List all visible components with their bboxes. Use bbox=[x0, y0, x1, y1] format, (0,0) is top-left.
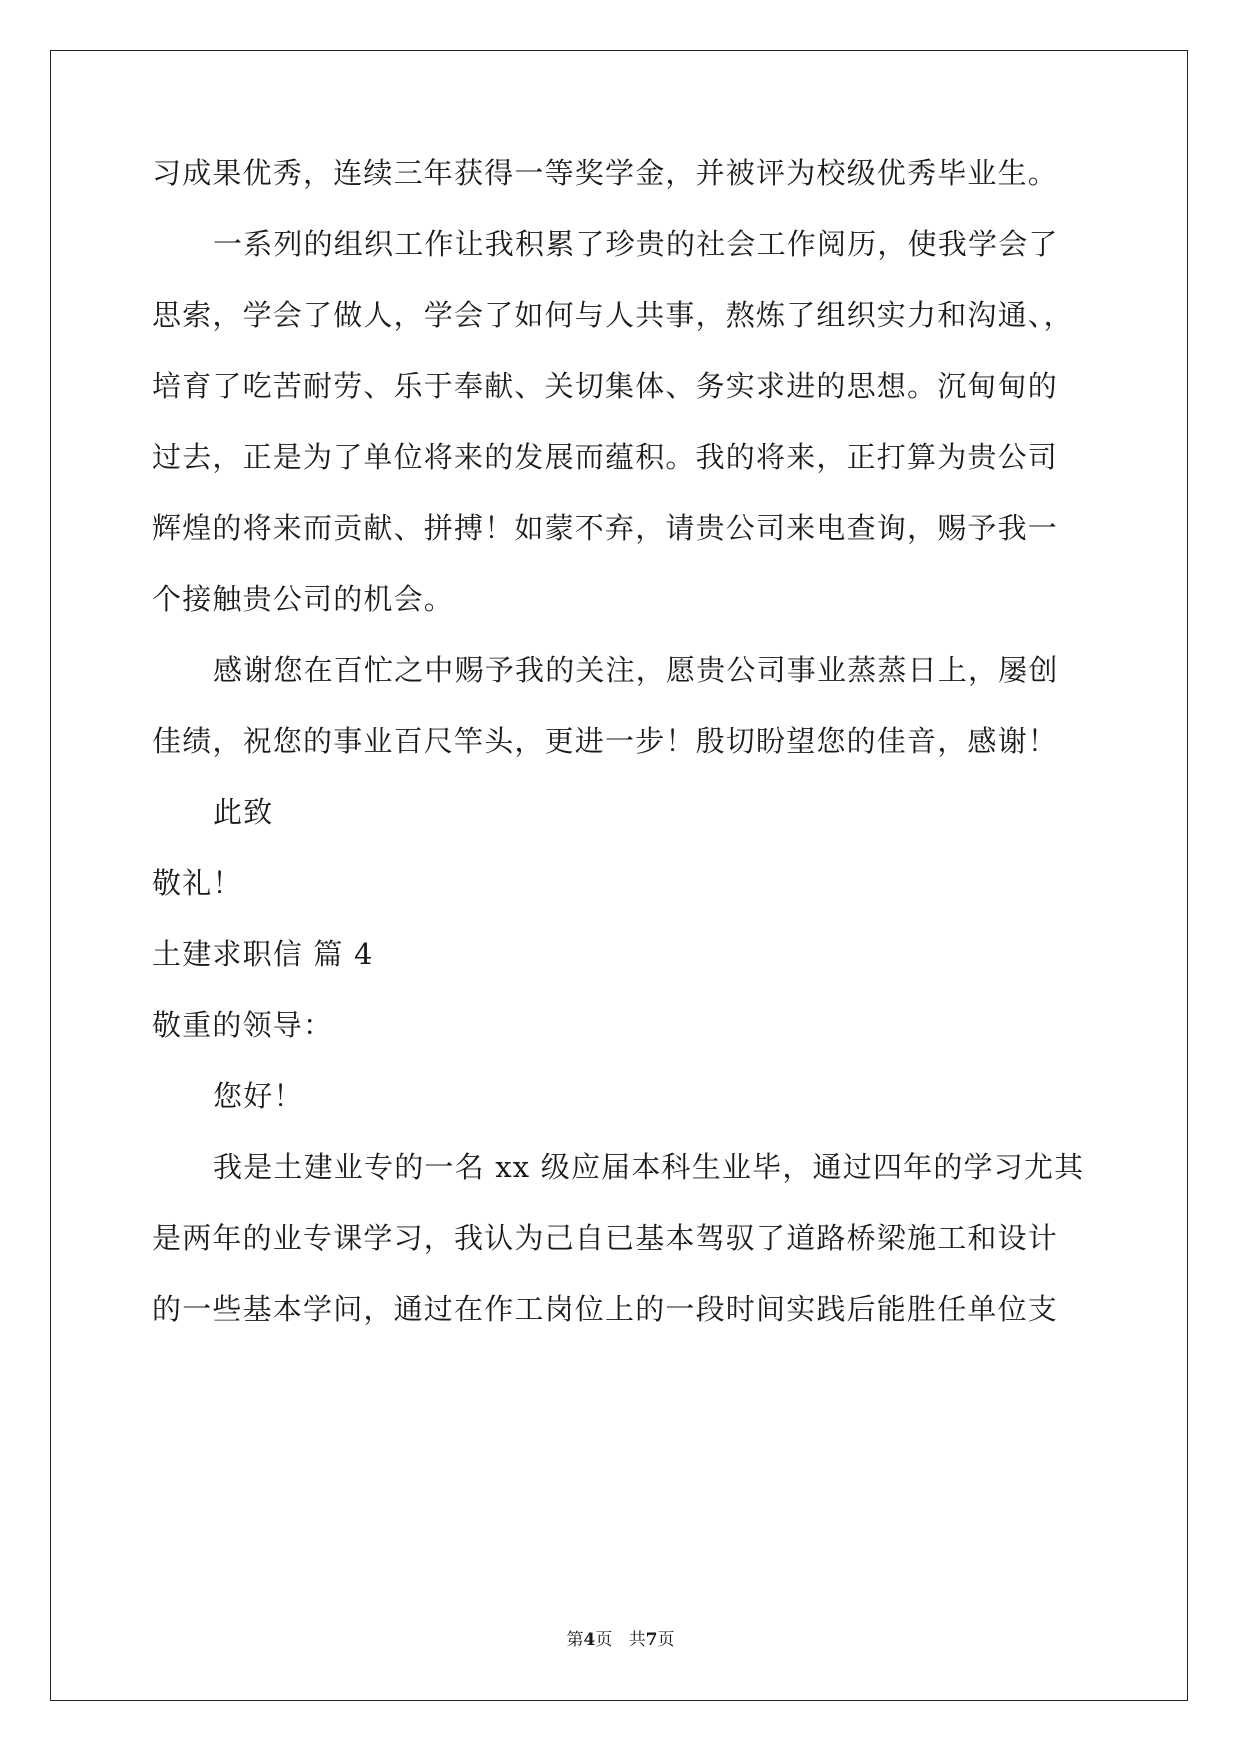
text-line-5: 过去，正是为了单位将来的发展而蕴积。我的将来，正打算为贵公司 bbox=[152, 440, 1059, 474]
section-heading: 土建求职信 篇 4 bbox=[152, 937, 374, 971]
text-line-7: 个接触贵公司的机会。 bbox=[152, 582, 455, 616]
text-line-3: 思索，学会了做人，学会了如何与人共事，熬炼了组织实力和沟通、， bbox=[152, 298, 1074, 332]
footer-total-number: 7 bbox=[645, 1630, 658, 1650]
footer-total-prefix: 共 bbox=[628, 1630, 646, 1650]
footer-page-prefix: 第 bbox=[566, 1630, 584, 1650]
greeting-hello: 您好！ bbox=[213, 1079, 304, 1113]
text-line-8: 感谢您在百忙之中赐予我的关注，愿贵公司事业蒸蒸日上，屡创 bbox=[213, 653, 1059, 687]
text-line-1: 习成果优秀，连续三年获得一等奖学金，并被评为校级优秀毕业生。 bbox=[152, 156, 1059, 190]
footer-page-number: 4 bbox=[583, 1630, 596, 1650]
text-line-17: 的一些基本学问，通过在作工岗位上的一段时间实践后能胜任单位支 bbox=[152, 1292, 1059, 1326]
closing-salutation: 此致 bbox=[213, 795, 274, 829]
footer-total-suffix: 页 bbox=[657, 1630, 675, 1650]
text-line-9: 佳绩，祝您的事业百尺竿头，更进一步！殷切盼望您的佳音，感谢！ bbox=[152, 724, 1059, 758]
text-line-15: 我是土建业专的一名 xx 级应届本科生业毕，通过四年的学习尤其 bbox=[213, 1150, 1085, 1184]
closing-regards: 敬礼！ bbox=[152, 866, 243, 900]
page-footer bbox=[0, 1630, 1241, 1650]
text-line-2: 一系列的组织工作让我积累了珍贵的社会工作阅历，使我学会了 bbox=[213, 227, 1059, 261]
text-line-4: 培育了吃苦耐劳、乐于奉献、关切集体、务实求进的思想。沉甸甸的 bbox=[152, 369, 1059, 403]
greeting-recipient: 敬重的领导： bbox=[152, 1008, 334, 1042]
footer-page-suffix: 页 bbox=[595, 1630, 613, 1650]
text-line-6: 辉煌的将来而贡献、拼搏！如蒙不弃，请贵公司来电查询，赐予我一 bbox=[152, 511, 1059, 545]
text-line-16: 是两年的业专课学习，我认为己自已基本驾驭了道路桥梁施工和设计 bbox=[152, 1221, 1059, 1255]
